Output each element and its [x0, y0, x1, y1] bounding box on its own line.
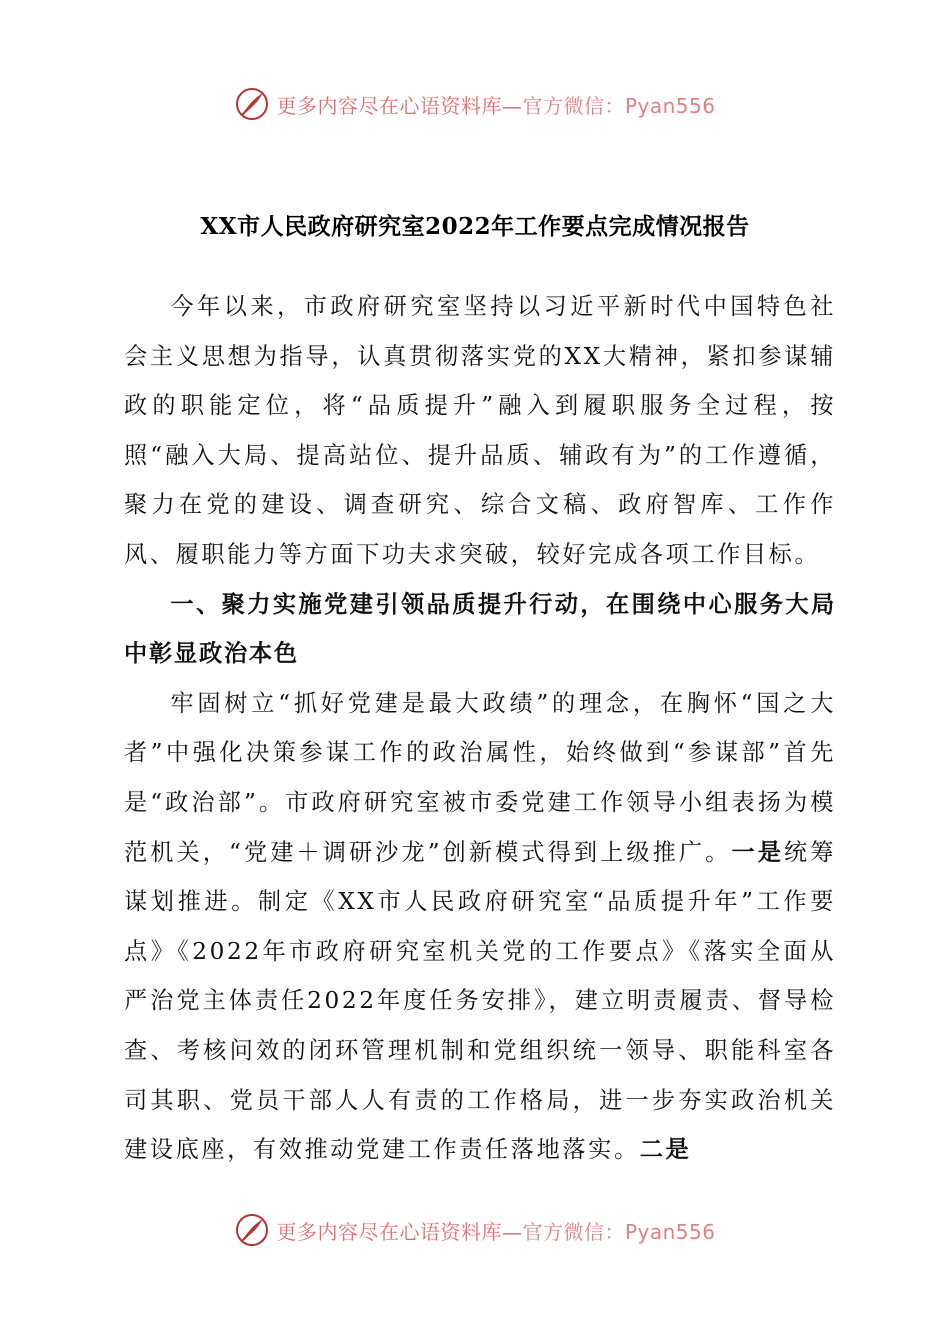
watermark-main: 更多内容尽在心语资料库 [276, 93, 502, 118]
watermark-separator: — [501, 93, 523, 118]
quill-logo-icon [234, 1212, 270, 1248]
watermark-text [276, 90, 715, 119]
document-title: XX市人民政府研究室2022年工作要点完成情况报告 [200, 213, 750, 240]
watermark-separator: — [501, 1219, 523, 1244]
quill-logo-icon [234, 86, 270, 122]
document-body [124, 282, 836, 1175]
watermark-text [276, 1216, 715, 1245]
section-paragraph [124, 679, 836, 1175]
point-text: 统筹谋划推进。制定《XX市人民政府研究室“品质提升年”工作要点》《2022年市政府研究室机关党的工作要点》《落实全面从严治党主体责任2022年度任务安排》，建立明责履责、督导检查、考核问效的闭环管理机制和党组织统一领导、职能科室各司其职、党员干部人人有责的工作格局，进一步夯实政治机关建设底座，有效推动党建工作责任落地落实。 [124, 838, 837, 1164]
section-heading: 一、聚力实施党建引领品质提升行动，在围绕中心服务大局中彰显政治本色 [124, 590, 836, 668]
watermark-contact: 官方微信：Pyan556 [522, 93, 716, 118]
watermark-contact: 官方微信：Pyan556 [522, 1219, 716, 1244]
section-paragraph-text: 牢固树立“抓好党建是最大政绩”的理念，在胸怀“国之大者”中强化决策参谋工作的政治属性，始终做到“参谋部”首先是“政治部”。市政府研究室被市委党建工作领导小组表扬为模范机关，“党建＋调研沙龙”创新模式得到上级推广。 [124, 689, 836, 866]
watermark-main: 更多内容尽在心语资料库 [276, 1219, 502, 1244]
point-label-next: 二是 [639, 1136, 692, 1164]
watermark-footer [0, 1208, 950, 1252]
intro-paragraph: 今年以来，市政府研究室坚持以习近平新时代中国特色社会主义思想为指导，认真贯彻落实党的XX大精神，紧扣参谋辅政的职能定位，将“品质提升”融入到履职服务全过程，按照“融入大局、提高站位、提升品质、辅政有为”的工作遵循，聚力在党的建设、调查研究、综合文稿、政府智库、工作作风、履职能力等方面下功夫求突破，较好完成各项工作目标。 [124, 293, 836, 568]
point-label: 一是 [731, 838, 784, 866]
watermark-header [0, 82, 950, 126]
